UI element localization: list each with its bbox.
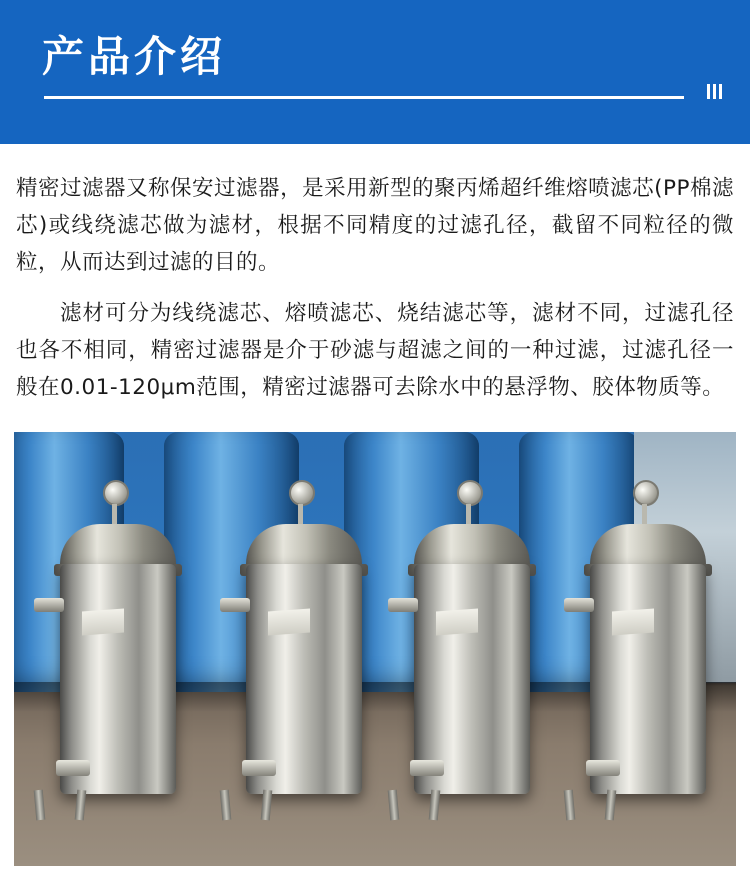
header-banner xyxy=(0,0,750,144)
vessel-leg xyxy=(220,790,232,821)
pressure-gauge-icon xyxy=(633,480,659,506)
outlet-nozzle xyxy=(410,760,444,776)
inlet-nozzle xyxy=(34,598,64,612)
paragraph-1: 精密过滤器又称保安过滤器，是采用新型的聚丙烯超纤维熔喷滤芯(PP棉滤芯)或线绕滤芯做为滤材，根据不同精度的过滤孔径，截留不同粒径的微粒，从而达到过滤的目的。 xyxy=(16,176,734,275)
header-divider xyxy=(44,96,684,99)
vessel-leg xyxy=(429,790,441,821)
header-decoration-icon xyxy=(707,84,722,99)
pressure-gauge-icon xyxy=(289,480,315,506)
inlet-nozzle xyxy=(564,598,594,612)
vessel-leg xyxy=(75,790,87,821)
vessel-leg xyxy=(261,790,273,821)
body-content xyxy=(0,144,750,406)
vessel-leg xyxy=(388,790,400,821)
vessel-leg xyxy=(564,790,576,821)
vessel-leg xyxy=(605,790,617,821)
outlet-nozzle xyxy=(586,760,620,776)
page-title: 产品介绍 xyxy=(42,32,227,81)
outlet-nozzle xyxy=(56,760,90,776)
inlet-nozzle xyxy=(220,598,250,612)
pressure-gauge-icon xyxy=(103,480,129,506)
vessel-leg xyxy=(34,790,46,821)
nameplate xyxy=(268,609,310,636)
product-photo xyxy=(14,432,736,866)
photo-scene xyxy=(14,432,736,866)
pressure-gauge-icon xyxy=(457,480,483,506)
outlet-nozzle xyxy=(242,760,276,776)
inlet-nozzle xyxy=(388,598,418,612)
nameplate xyxy=(612,609,654,636)
paragraph-2: 滤材可分为线绕滤芯、熔喷滤芯、烧结滤芯等，滤材不同，过滤孔径也各不相同，精密过滤器是介于砂滤与超滤之间的一种过滤，过滤孔径一般在0.01-120μm范围，精密过滤器可去除水中的悬浮物、胶体物质等。 xyxy=(16,301,734,400)
nameplate xyxy=(436,609,478,636)
nameplate xyxy=(82,609,124,636)
